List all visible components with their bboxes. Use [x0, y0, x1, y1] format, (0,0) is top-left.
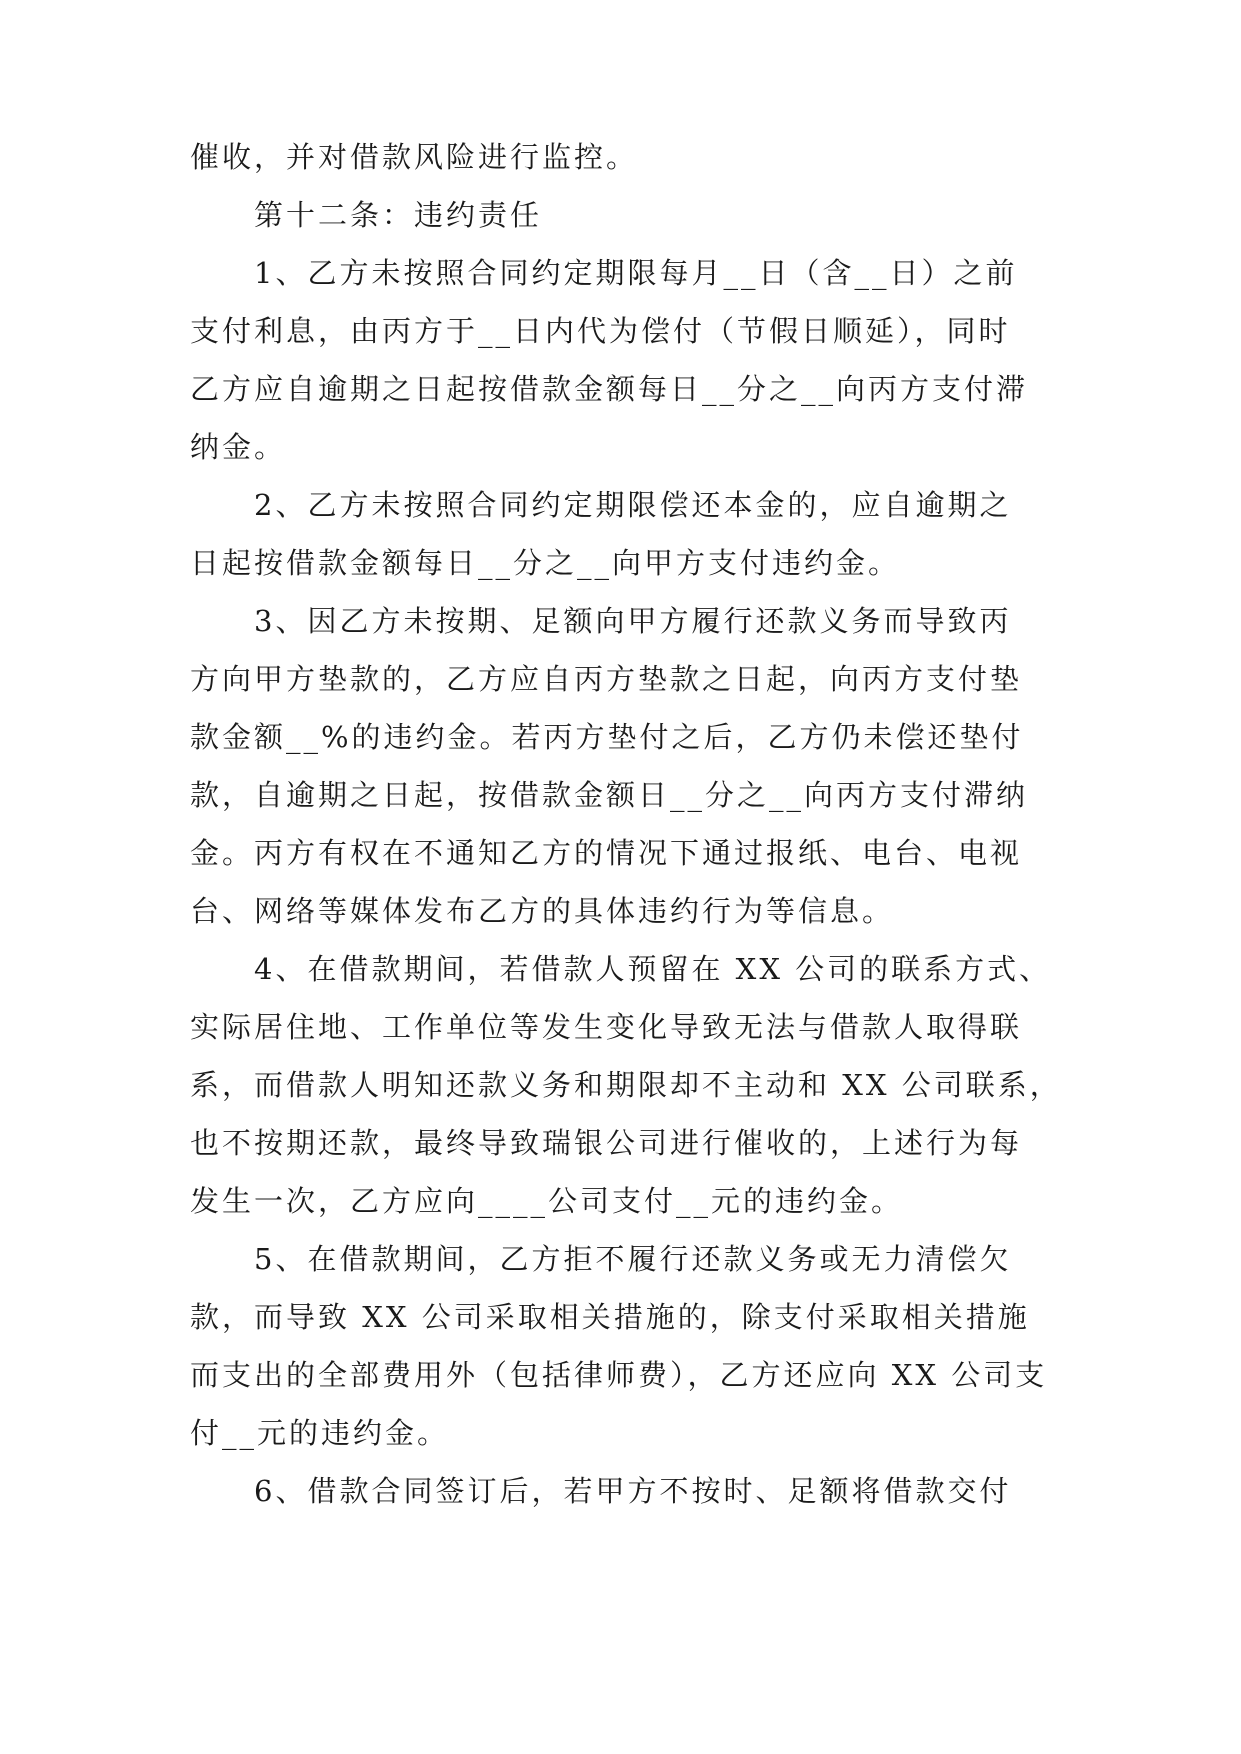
- text-line: 6、借款合同签订后，若甲方不按时、足额将借款交付: [254, 1474, 1012, 1508]
- text-line: 金。丙方有权在不通知乙方的情况下通过报纸、电台、电视: [190, 836, 1023, 870]
- text-line: 4、在借款期间，若借款人预留在 XX 公司的联系方式、: [254, 952, 1052, 986]
- text-line: 5、在借款期间，乙方拒不履行还款义务或无力清偿欠: [254, 1242, 1012, 1276]
- text-line: 实际居住地、工作单位等发生变化导致无法与借款人取得联: [190, 1010, 1023, 1044]
- text-line: 付__元的违约金。: [190, 1416, 450, 1450]
- document-body: [190, 128, 1062, 1520]
- text-line: 方向甲方垫款的，乙方应自丙方垫款之日起，向丙方支付垫: [190, 662, 1023, 696]
- text-line: 款金额__%的违约金。若丙方垫付之后，乙方仍未偿还垫付: [190, 720, 1024, 754]
- text-line: 台、网络等媒体发布乙方的具体违约行为等信息。: [190, 894, 895, 928]
- text-line: 而支出的全部费用外（包括律师费），乙方还应向 XX 公司支: [190, 1358, 1048, 1392]
- text-line: 纳金。: [190, 430, 287, 464]
- text-line: 也不按期还款，最终导致瑞银公司进行催收的，上述行为每: [190, 1126, 1023, 1160]
- text-line: 款，自逾期之日起，按借款金额日__分之__向丙方支付滞纳: [190, 778, 1029, 812]
- text-line: 2、乙方未按照合同约定期限偿还本金的，应自逾期之: [254, 488, 1012, 522]
- section-heading: 第十二条：违约责任: [254, 198, 543, 232]
- text-line: 3、因乙方未按期、足额向甲方履行还款义务而导致丙: [254, 604, 1012, 638]
- text-line: 乙方应自逾期之日起按借款金额每日__分之__向丙方支付滞: [190, 372, 1029, 406]
- text-line: 系，而借款人明知还款义务和期限却不主动和 XX 公司联系，: [190, 1068, 1062, 1102]
- text-line: 日起按借款金额每日__分之__向甲方支付违约金。: [190, 546, 901, 580]
- text-line: 发生一次，乙方应向____公司支付__元的违约金。: [190, 1184, 904, 1218]
- text-line: 催收，并对借款风险进行监控。: [190, 140, 639, 174]
- text-line: 支付利息，由丙方于__日内代为偿付（节假日顺延），同时: [190, 314, 1011, 348]
- text-line: 款，而导致 XX 公司采取相关措施的，除支付采取相关措施: [190, 1300, 1030, 1334]
- text-line: 1、乙方未按照合同约定期限每月__日（含__日）之前: [254, 256, 1018, 290]
